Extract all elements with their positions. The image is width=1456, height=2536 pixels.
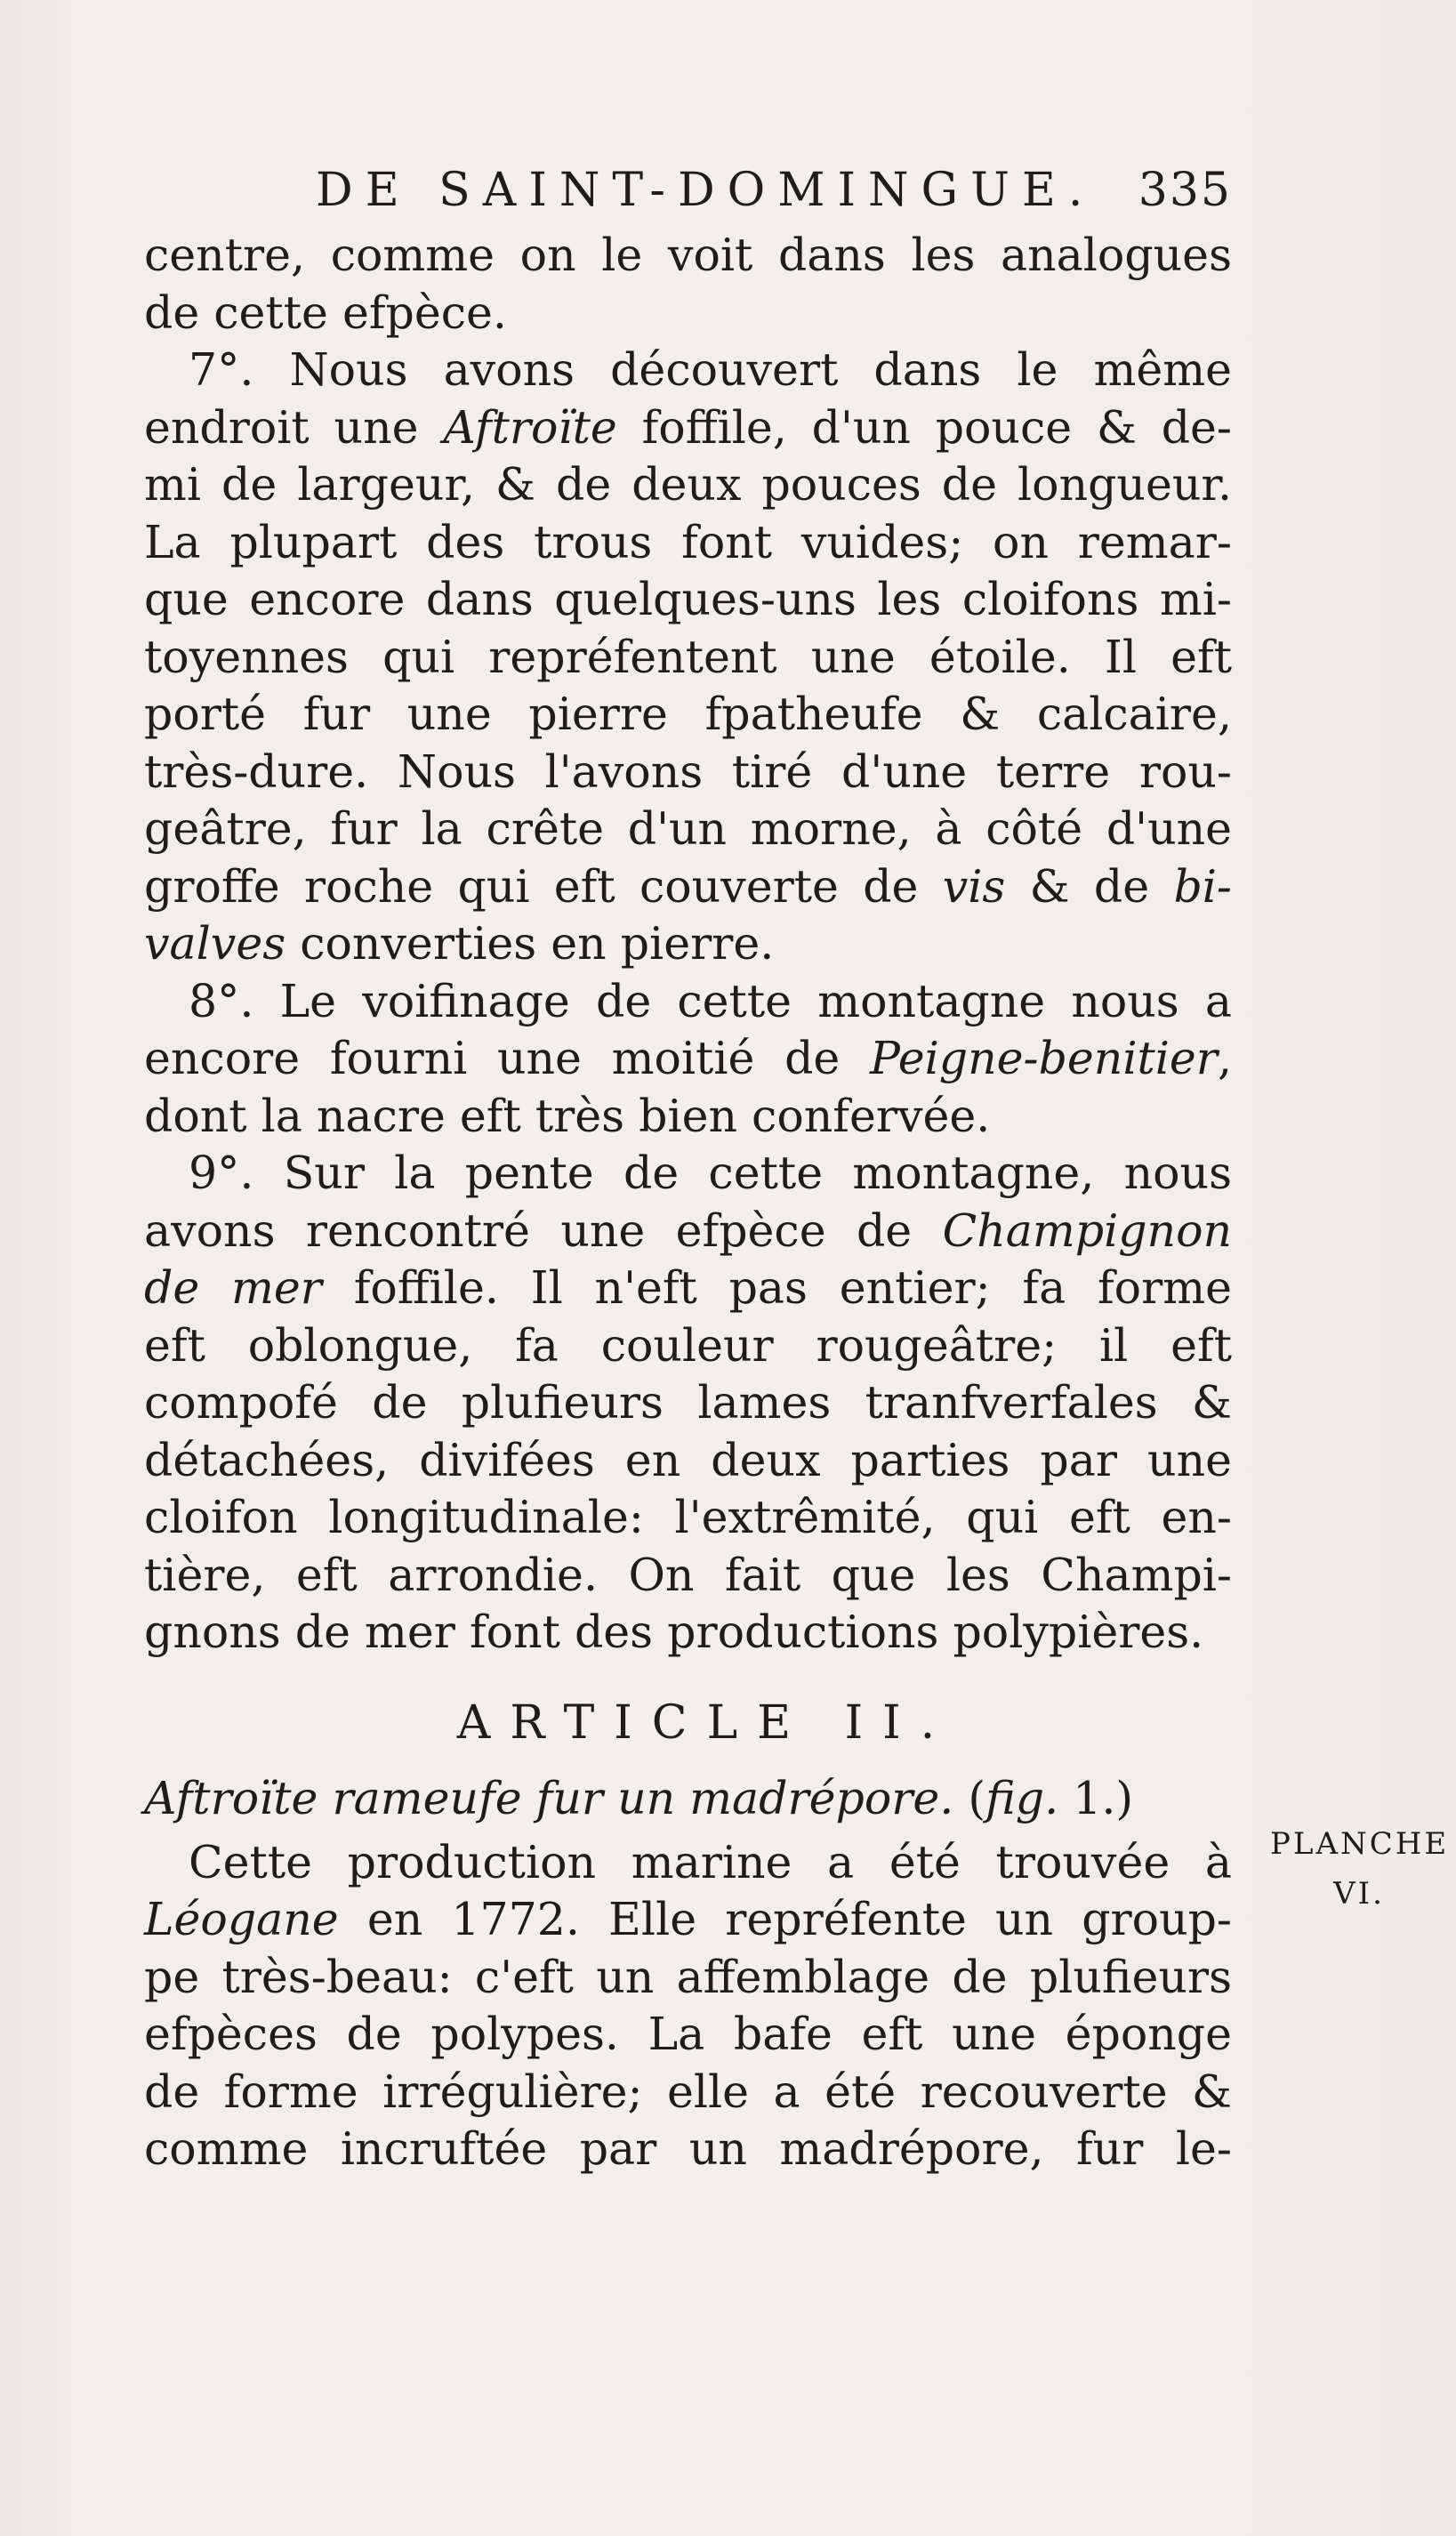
italic-term: bi- <box>1173 859 1232 913</box>
text-line: geâtre, fur la crête d'un morne, à côté d'une <box>144 802 1232 855</box>
italic-term: vis <box>942 859 1006 913</box>
text-line: 8°. Le voifinage de cette montagne nous a <box>189 974 1232 1027</box>
text-line: mi de largeur, & de deux pouces de longueur. <box>144 458 1232 511</box>
text-line: dont la nacre eft très bien confervée. <box>144 1089 991 1142</box>
text-line: pe très-beau: c'eft un affemblage de plufieurs <box>144 1950 1232 2003</box>
text-line: valves converties en pierre. <box>144 917 775 970</box>
text-line: tière, eft arrondie. On fait que les Champi- <box>144 1548 1232 1601</box>
text-line: de mer foffile. Il n'eft pas entier; fa forme <box>144 1261 1232 1314</box>
text-line: endroit une Aftroïte foffile, d'un pouce & de- <box>144 400 1232 454</box>
text-line: de cette efpèce. <box>144 286 507 339</box>
text-line: encore fourni une moitié de Peigne-benitier, <box>144 1032 1233 1084</box>
text-line: comme incruftée par un madrépore, fur le- <box>144 2122 1232 2175</box>
text-line: toyennes qui repréfentent une étoile. Il eft <box>144 630 1232 683</box>
text-line: centre, comme on le voit dans les analogues <box>144 229 1232 281</box>
text-line: La plupart des trous font vuides; on remar- <box>144 515 1232 568</box>
italic-term: Aftroïte <box>443 400 617 454</box>
italic-term: de mer <box>144 1261 322 1314</box>
italic-term: valves <box>144 917 286 970</box>
margin-note-number: VI. <box>1333 1876 1385 1912</box>
article-heading: ARTICLE II. <box>456 1695 955 1750</box>
text-line: avons rencontré une efpèce de Champignon <box>144 1204 1232 1257</box>
italic-term: Léogane <box>144 1893 339 1945</box>
text-line: efpèces de polypes. La bafe eft une éponge <box>144 2008 1232 2060</box>
text-line: très-dure. Nous l'avons tiré d'une terre rou- <box>144 745 1232 798</box>
italic-term: Champignon <box>942 1204 1232 1257</box>
text-line: de forme irrégulière; elle a été recouverte & <box>144 2065 1232 2118</box>
text-line: gnons de mer font des productions polypières. <box>144 1606 1204 1658</box>
running-header <box>316 164 1232 226</box>
text-line: 9°. Sur la pente de cette montagne, nous <box>189 1147 1232 1199</box>
text-line: que encore dans quelques-uns les cloifons mi- <box>144 573 1232 625</box>
text-line: 7°. Nous avons découvert dans le même <box>189 343 1232 396</box>
italic-term: Peigne-benitier <box>870 1032 1218 1084</box>
page-number: 335 <box>1138 164 1232 217</box>
text-line: eft oblongue, fa couleur rougeâtre; il eft <box>144 1318 1232 1372</box>
text-line: Cette production marine a été trouvée à <box>189 1835 1232 1888</box>
text-line: groffe roche qui eft couverte de vis & de bi- <box>144 859 1232 913</box>
text-line: cloifon longitudinale: l'extrêmité, qui eft en- <box>144 1491 1232 1543</box>
running-title: DE SAINT-DOMINGUE. <box>316 164 1096 217</box>
text-line: porté fur une pierre fpatheufe & calcaire, <box>144 688 1232 740</box>
text-line: Léogane en 1772. Elle repréfente un group- <box>144 1893 1232 1945</box>
article-subtitle: Aftroïte rameufe fur un madrépore. (fig. 1.) <box>144 1771 1134 1824</box>
margin-note <box>1270 1819 1448 1919</box>
text-line: détachées, divifées en deux parties par une <box>144 1433 1232 1486</box>
page-body <box>144 227 1232 2178</box>
text-line: compofé de plufieurs lames tranfverfales & <box>144 1376 1232 1429</box>
margin-note-plate: PLANCHE <box>1270 1826 1450 1862</box>
